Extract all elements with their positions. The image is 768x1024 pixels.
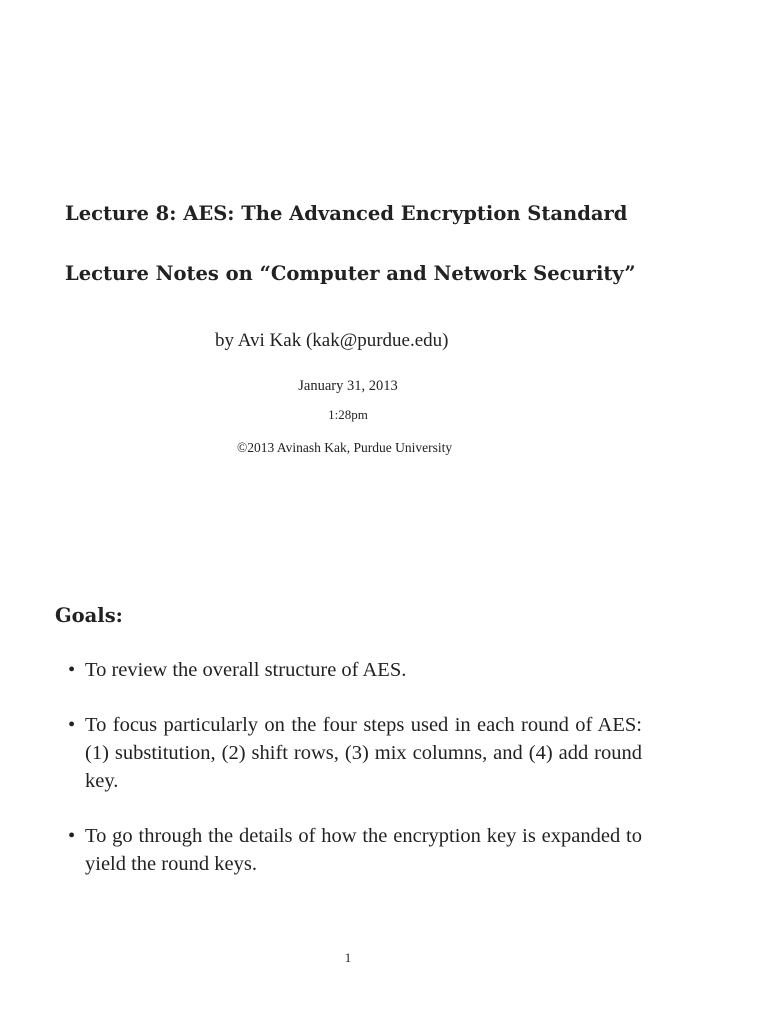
bullet-icon: •	[68, 825, 76, 847]
goal-item	[65, 711, 642, 795]
page-number: 1	[344, 950, 352, 965]
goals-list	[65, 656, 642, 905]
goal-item	[65, 656, 642, 684]
bullet-icon: •	[68, 659, 76, 681]
time: 1:28pm	[328, 407, 368, 422]
goal-text: To focus particularly on the four steps used in each round of AES: (1) substitution, (2) shift rows, (3) mix columns, and (4) add round key.	[85, 714, 642, 792]
lecture-subtitle: Lecture Notes on “Computer and Network Security”	[65, 262, 636, 285]
lecture-title: Lecture 8: AES: The Advanced Encryption Standard	[65, 202, 628, 225]
goal-text: To go through the details of how the encryption key is expanded to yield the round keys.	[85, 825, 642, 875]
author-line: by Avi Kak (kak@purdue.edu)	[215, 330, 449, 351]
date: January 31, 2013	[298, 378, 398, 394]
goal-text: To review the overall structure of AES.	[85, 659, 407, 681]
goals-heading: Goals:	[55, 604, 123, 627]
goal-item	[65, 822, 642, 878]
copyright: ©2013 Avinash Kak, Purdue University	[237, 440, 453, 455]
bullet-icon: •	[68, 714, 76, 736]
